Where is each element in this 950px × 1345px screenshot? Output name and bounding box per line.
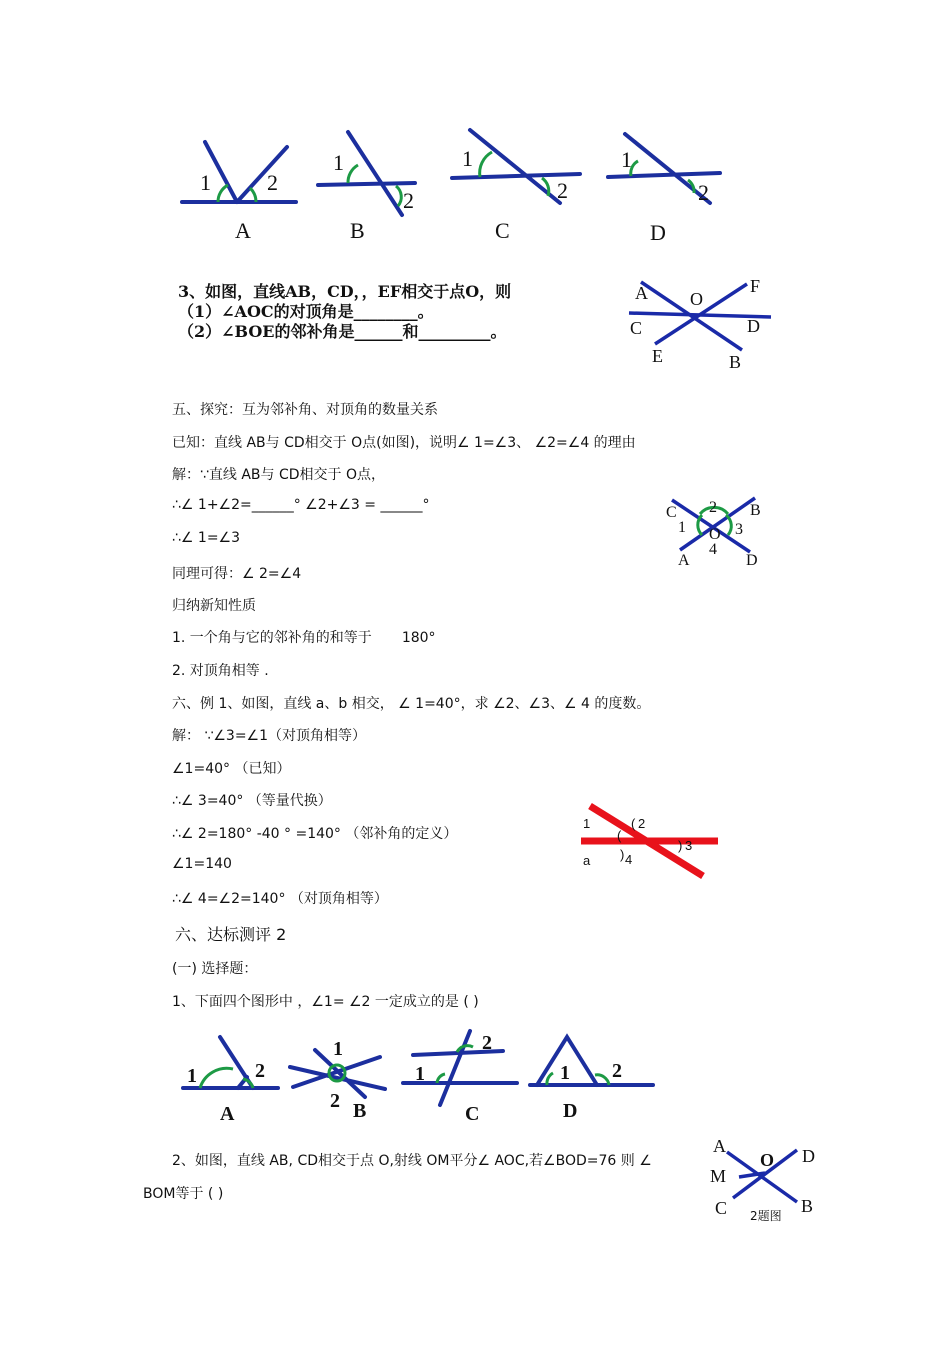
choice-figure-b xyxy=(290,1038,385,1122)
figure-caption: 2题图 xyxy=(750,1209,782,1223)
choice-questions-heading: (一) 选择题： xyxy=(172,961,258,977)
svg-text:M: M xyxy=(710,1166,727,1186)
angle-1-label: 1 xyxy=(200,170,211,195)
svg-text:C: C xyxy=(666,504,677,521)
svg-text:2: 2 xyxy=(482,1032,492,1054)
svg-text:A: A xyxy=(635,283,648,303)
svg-text:C: C xyxy=(715,1198,728,1218)
question-3-figure xyxy=(625,270,775,375)
svg-text:1: 1 xyxy=(333,150,344,175)
svg-text:2: 2 xyxy=(612,1060,622,1082)
svg-text:1: 1 xyxy=(560,1062,570,1084)
choice-question-2-figure xyxy=(705,1130,830,1230)
svg-text:4: 4 xyxy=(709,541,717,558)
svg-text:A: A xyxy=(713,1136,726,1156)
example-1-line-6: ∴∠ 4=∠2=140° （对顶角相等） xyxy=(172,891,388,907)
svg-text:D: D xyxy=(746,552,758,569)
svg-text:2: 2 xyxy=(330,1090,340,1112)
example-1-line-2: ∠1=40° （已知） xyxy=(172,761,291,777)
svg-text:F: F xyxy=(750,276,761,296)
section-5-solution-4: 同理可得：∠ 2=∠4 xyxy=(172,566,302,582)
svg-text:1: 1 xyxy=(415,1063,425,1085)
svg-text:B: B xyxy=(750,502,761,519)
example-1-line-4: ∴∠ 2=180° -40 ° =140° （邻补角的定义） xyxy=(172,826,458,842)
example-1-line-1: 解： ∵∠3=∠1（对顶角相等） xyxy=(172,728,367,744)
figure-c xyxy=(452,130,580,243)
top-figures xyxy=(170,120,740,250)
svg-text:C: C xyxy=(630,318,643,338)
svg-text:A: A xyxy=(220,1103,235,1125)
svg-text:B: B xyxy=(729,352,742,372)
svg-text:3: 3 xyxy=(735,521,743,538)
svg-text:): ) xyxy=(620,847,625,862)
svg-text:2: 2 xyxy=(709,499,717,516)
svg-text:1: 1 xyxy=(462,146,473,171)
svg-text:O: O xyxy=(690,289,703,309)
figure-a xyxy=(182,142,296,243)
example-1-figure xyxy=(575,798,725,883)
svg-text:4: 4 xyxy=(625,852,633,867)
figure-c-label: C xyxy=(495,218,510,243)
question-3-part2: （2）∠BOE的邻补角是______和_________。 xyxy=(178,322,507,341)
svg-text:2: 2 xyxy=(638,816,646,831)
svg-text:C: C xyxy=(465,1103,480,1125)
section-5-summary: 归纳新知性质 xyxy=(172,598,256,614)
svg-text:3: 3 xyxy=(685,838,693,853)
choice-question-1: 1、下面四个图形中 ，∠1= ∠2 一定成立的是 ( ) xyxy=(172,994,479,1010)
svg-text:1: 1 xyxy=(187,1065,197,1087)
figure-b-label: B xyxy=(350,218,365,243)
figure-a-label: A xyxy=(235,218,251,243)
choice-question-2-line-2: BOM等于 ( ) xyxy=(143,1186,224,1202)
choice-figure-d xyxy=(530,1037,653,1122)
svg-text:): ) xyxy=(678,838,683,853)
example-1-title: 六、例 1、如图，直线 a、b 相交， ∠ 1=40°，求 ∠2、∠3、∠ 4 的度数。 xyxy=(172,696,651,712)
svg-text:E: E xyxy=(652,346,663,366)
figure-b xyxy=(318,132,415,243)
figure-d xyxy=(608,134,720,245)
figure-d-label: D xyxy=(650,220,666,245)
section-5-known: 已知：直线 AB与 CD相交于 O点(如图)，说明∠ 1=∠3、 ∠2=∠4 的理由 xyxy=(172,435,636,451)
question-3-stem: 3、如图，直线AB，CD，，EF相交于点O，则 xyxy=(178,282,512,301)
property-2: 2. 对顶角相等 . xyxy=(172,663,269,679)
svg-text:2: 2 xyxy=(698,180,709,205)
svg-text:2: 2 xyxy=(557,178,568,203)
svg-text:(: ( xyxy=(631,816,636,831)
section-5-solution-1: 解：∵直线 AB与 CD相交于 O点， xyxy=(172,467,386,483)
svg-text:B: B xyxy=(353,1100,367,1122)
svg-text:D: D xyxy=(563,1100,578,1122)
choice-figure-c xyxy=(403,1031,517,1125)
svg-text:1: 1 xyxy=(678,519,686,536)
question-3-part1: （1）∠AOC的对顶角是________。 xyxy=(178,302,434,321)
section-assessment-title: 六、达标测评 2 xyxy=(175,925,287,944)
section-5-solution-2: ∴∠ 1+∠2=______° ∠2+∠3 = ______° xyxy=(172,497,430,513)
svg-text:1: 1 xyxy=(621,147,632,172)
svg-text:2: 2 xyxy=(403,188,414,213)
svg-text:O: O xyxy=(709,526,721,543)
section-5-solution-3: ∴∠ 1=∠3 xyxy=(172,530,241,546)
svg-text:D: D xyxy=(747,316,760,336)
svg-text:(: ( xyxy=(617,828,622,843)
section-5-figure xyxy=(660,492,770,572)
svg-text:1: 1 xyxy=(333,1038,343,1060)
example-1-line-3: ∴∠ 3=40° （等量代换） xyxy=(172,793,332,809)
choice-figure-a xyxy=(183,1037,278,1125)
svg-text:D: D xyxy=(802,1146,815,1166)
svg-text:A: A xyxy=(678,552,690,569)
choice-question-2-line-1: 2、如图，直线 AB, CD相交于点 O,射线 OM平分∠ AOC,若∠BOD=76 则 ∠ xyxy=(172,1153,652,1169)
svg-text:B: B xyxy=(801,1196,814,1216)
svg-text:O: O xyxy=(760,1150,775,1170)
choice-question-1-figures xyxy=(175,1025,660,1125)
section-5-title: 五、探究：互为邻补角、对顶角的数量关系 xyxy=(172,402,438,418)
svg-text:1: 1 xyxy=(583,816,591,831)
example-1-line-5: ∠1=140 xyxy=(172,856,232,872)
svg-text:2: 2 xyxy=(255,1060,265,1082)
svg-text:a: a xyxy=(583,853,591,868)
property-1: 1. 一个角与它的邻补角的和等于 180° xyxy=(172,630,436,646)
angle-2-label: 2 xyxy=(267,170,278,195)
question-3 xyxy=(178,282,511,342)
